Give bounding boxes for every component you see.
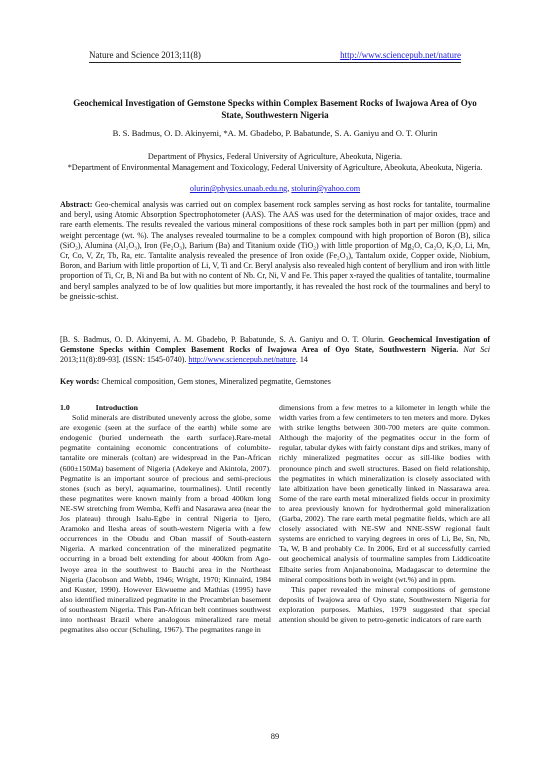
citation-details: 2013;11(8):89-93]. (ISSN: 1545-0740). bbox=[60, 355, 189, 365]
right-column bbox=[279, 403, 490, 625]
header-rule bbox=[89, 62, 461, 63]
section-heading bbox=[60, 403, 271, 413]
citation-journal: Nat Sci bbox=[463, 345, 490, 355]
left-column bbox=[60, 403, 271, 635]
paper-title: Geochemical Investigation of Gemstone Specks within Complex Basement Rocks of Iwajowa Area of Oyo State, Southwestern Nigeria bbox=[73, 98, 477, 120]
citation-title: Geochemical Investigation of Gemstone Specks within Complex Basement Rocks of Iwajowa Area of Oyo State, Southwestern Nigeria. bbox=[60, 335, 490, 355]
citation-prefix: [B. S. Badmus, O. D. Akinyemi, A. M. Gbadebo, P. Babatunde, S. A. Ganiyu and O. T. Olurin. bbox=[60, 335, 389, 344]
author-list: B. S. Badmus, O. D. Akinyemi, *A. M. Gbadebo, P. Babatunde, S. A. Ganiyu and O. T. Olurin bbox=[112, 128, 438, 138]
affiliation-1: Department of Physics, Federal University of Agriculture, Abeokuta, Nigeria. bbox=[147, 152, 403, 161]
keywords-text: Chemical composition, Gem stones, Mineralized pegmatite, Gemstones bbox=[101, 377, 331, 386]
section-title: Introduction bbox=[95, 403, 138, 412]
abstract bbox=[60, 200, 490, 302]
citation-link[interactable]: http://www.sciencepub.net/nature bbox=[188, 355, 296, 365]
email-link-1[interactable]: olurin@physics.unaab.edu.ng bbox=[189, 184, 288, 193]
journal-url-link[interactable]: http://www.sciencepub.net/nature bbox=[340, 50, 461, 60]
intro-paragraph-right-2 bbox=[279, 585, 490, 625]
page-number: 89 bbox=[270, 731, 280, 741]
keywords bbox=[60, 377, 490, 387]
email-separator: , bbox=[287, 184, 292, 193]
running-header bbox=[89, 50, 461, 61]
section-number: 1.0 bbox=[60, 403, 70, 412]
abstract-text: Geo-chemical analysis was carried out on complex basement rock samples serving as host rocks for tantalite, tourmaline and beryl, using Atomic Absorption Spectrophotometer (AAS). The AAS was used for the determination of major oxides, trace and rare earth elements. The results revealed the various mineral compositions of these rock samples both in part per million (ppm) and weight percentage (wt. %). The analyses revealed tourmaline to be a complex compound with high proportion of Boron (B), silica (SiO₂), Alumina (Al₂O₃), Iron (Fe₂O₃), Barium (Ba) and Titanium oxide (TiO₂) with little proportion of Mg₂O, Ca₂O, K₂O, Li, Mn, Cr, Co, V, Zr, Tb, Ra, etc. Tantalite analysis revealed the presence of Iron oxide (Fe₂O₃), Tantalum oxide, Copper oxide, Niobium, Boron, and Barium with little proportion of Li, V, Ti and Cr. Beryl analysis also revealed high content of beryllium and iron with little proportion of Ti, Cr, B, Ni and Ba but with no content of Nb. Cr, Ni, V and Fe. This paper x-rayed the qualities of tantalite, tourmaline and beryl samples analyzed to be of low qualities but more importantly, it has revealed the host rock of the tourmalines and beryl to be gneissic-schist. bbox=[60, 200, 490, 301]
intro-left-text: Solid minerals are distributed unevenly across the globe, some are exogenic (seen at the surface of the earth) while some are endogenic (buried underneath the earth surface).Rare-metal pegmatite containing economic concentrations of columbite-tantalite ore minerals (coltan) are widespread in the Pan-African (600±150Ma) basement of Nigeria (Adekeye and Akintola, 2007). Pegmatite is an important source of precious and semi-precious stones (such as beryl, aquamarine, tourmalines). Until recently these pegmatites were known mainly from a broad 400km long NE-SW stretching from Wemba, Keffi and Nasarawa area (near the Jos plateau) through Isalu-Egbe in central Nigeria to Ijero, Aramoko and Ilesha areas of south-western Nigeria with a few occurrences in the Obudu and Oban massif of South-eastern Nigeria. A marked concentration of the mineralized pegmatite occurring in a broad belt extending for about 400km from Ago-Iwoye area in the southwest to Bauchi area in the Northeast Nigeria (Jacobson and Webb, 1946; Wright, 1970; Kinnaird, 1984 and Kuster, 1990). However Ekwueme and Mathias (1995) have also identified mineralized pegmatite in the Precambrian basement of southeastern Nigeria. This Pan-African belt continues southwest into northeast Brazil where analogous mineralized rare metal pegmatites also occur (Schuling, 1967). The pegmatites range in bbox=[60, 413, 271, 635]
citation bbox=[60, 335, 490, 366]
affiliations bbox=[60, 152, 490, 173]
abstract-label: Abstract: bbox=[60, 200, 93, 209]
intro-paragraph-left bbox=[60, 413, 271, 635]
citation-suffix: . 14 bbox=[295, 355, 308, 365]
contact-emails bbox=[60, 184, 490, 195]
journal-name: Nature and Science 2013;11(8) bbox=[89, 50, 201, 60]
email-link-2[interactable]: stolurin@yahoo.com bbox=[291, 184, 361, 193]
intro-paragraph-right-1: dimensions from a few metres to a kilometer in length while the width varies from a few centimeters to ten meters and more. Dykes with strike lengths between 300-700 meters are quite common. Although the majority of the pegmatites occur in the form of regular, tabular dykes with fairly constant dips and strikes, many of richly mineralized pegmatites occur as sill-like bodies with pronounce pinch and swell structures. Based on field relationship, the pegmatites in which mineralization is closely associated with late albitization have been genetically linked in Nassarawa area. Some of the rare earth metal mineralized fields occur in proximity to area previously known for hydrothermal gold mineralization (Garba, 2002). The rare earth metal pegmatite fields, which are all closely associated with NE-SW and NNE-SSW regional fault systems are enriched to varying degrees in ores of Li, Be, Sn, Nb, Ta, W, B and probably Ce. In 2006, Erd et al successfully carried out geochemical analysis of tourmaline samples from Liddicoatite Elbaite series from Anjanabonoina, Madagascar to determine the mineral compositions both in weight (wt.%) and in ppm. bbox=[279, 403, 490, 584]
affiliation-2: *Department of Environmental Management and Toxicology, Federal University of Agriculture, Abeokuta, Abeokuta, Nigeria. bbox=[67, 162, 483, 172]
intro-right-text-2: This paper revealed the mineral compositions of gemstone deposits of Iwajowa area of Oyo state, Southwestern Nigeria for exploration purposes. Mathies, 1979 suggested that special attention should be given to petro-genetic indicators of rare earth bbox=[279, 584, 490, 624]
keywords-label: Key words: bbox=[60, 377, 100, 386]
